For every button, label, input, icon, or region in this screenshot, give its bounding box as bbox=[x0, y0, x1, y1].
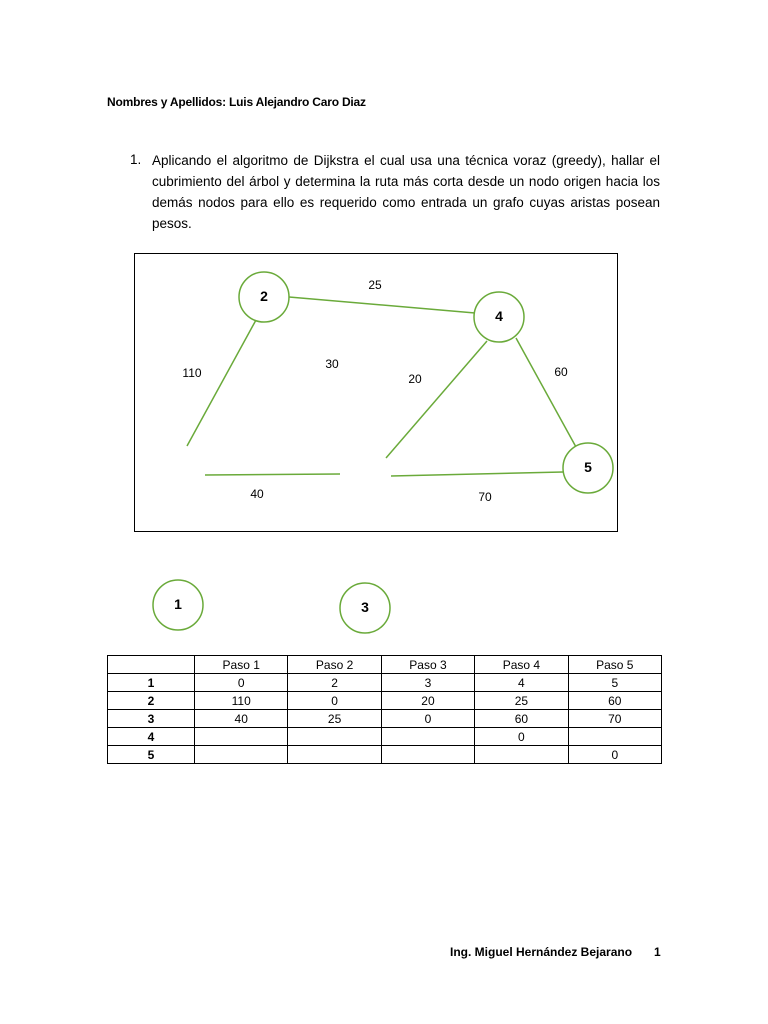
table-row bbox=[108, 692, 662, 710]
table-header-cell: Paso 4 bbox=[475, 656, 568, 674]
table-header-cell: Paso 1 bbox=[195, 656, 288, 674]
table-cell: 40 bbox=[195, 710, 288, 728]
node-1-label: 1 bbox=[174, 596, 182, 612]
table-cell: 2 bbox=[288, 674, 381, 692]
table-cell: 60 bbox=[568, 692, 661, 710]
table-cell bbox=[288, 728, 381, 746]
edge-3-5 bbox=[391, 472, 563, 476]
weight-label: 70 bbox=[478, 490, 492, 504]
table-cell: 110 bbox=[195, 692, 288, 710]
table-cell: 20 bbox=[381, 692, 474, 710]
table-cell: 5 bbox=[568, 674, 661, 692]
table-cell: 70 bbox=[568, 710, 661, 728]
table-cell bbox=[568, 728, 661, 746]
student-name-line: Nombres y Apellidos: Luis Alejandro Caro Diaz bbox=[107, 95, 366, 109]
weight-label: 60 bbox=[554, 365, 568, 379]
row-header-cell: 4 bbox=[108, 728, 195, 746]
table-cell bbox=[381, 728, 474, 746]
node-4 bbox=[474, 292, 524, 342]
weight-label: 110 bbox=[182, 366, 202, 380]
table-cell bbox=[475, 746, 568, 764]
table-header-cell: Paso 2 bbox=[288, 656, 381, 674]
edge-4-3 bbox=[386, 341, 487, 458]
table-cell: 3 bbox=[381, 674, 474, 692]
node-3 bbox=[340, 583, 390, 633]
table-cell: 25 bbox=[288, 710, 381, 728]
node-2 bbox=[239, 272, 289, 322]
table-cell: 25 bbox=[475, 692, 568, 710]
node-2-label: 2 bbox=[260, 288, 268, 304]
footer-author: Ing. Miguel Hernández Bejarano bbox=[450, 945, 633, 959]
node-5 bbox=[563, 443, 613, 493]
edge-4-5 bbox=[516, 338, 576, 447]
question-number: 1. bbox=[130, 152, 142, 167]
node-4-label: 4 bbox=[495, 308, 503, 324]
table-cell: 0 bbox=[475, 728, 568, 746]
row-header-cell: 1 bbox=[108, 674, 195, 692]
weight-label: 20 bbox=[408, 372, 422, 386]
weight-label: 25 bbox=[368, 278, 382, 292]
table-cell: 0 bbox=[381, 710, 474, 728]
page-number: 1 bbox=[654, 945, 661, 959]
table-cell bbox=[195, 746, 288, 764]
table-row bbox=[108, 728, 662, 746]
table-cell bbox=[195, 728, 288, 746]
table-cell: 60 bbox=[475, 710, 568, 728]
table-header-cell: Paso 3 bbox=[381, 656, 474, 674]
node-3-label: 3 bbox=[361, 599, 369, 615]
table-cell bbox=[381, 746, 474, 764]
table-cell: 0 bbox=[195, 674, 288, 692]
table-row bbox=[108, 710, 662, 728]
edge-1-3 bbox=[205, 474, 340, 475]
edge-2-1 bbox=[187, 320, 256, 446]
table-cell: 0 bbox=[288, 692, 381, 710]
node-1 bbox=[153, 580, 203, 630]
dijkstra-steps-table bbox=[107, 655, 662, 764]
edge-2-4 bbox=[289, 297, 475, 313]
node-5-label: 5 bbox=[584, 459, 592, 475]
weight-label: 40 bbox=[250, 487, 264, 501]
question-text: Aplicando el algoritmo de Dijkstra el cual usa una técnica voraz (greedy), hallar el cubrimiento del árbol y determina la ruta más corta desde un nodo origen hacia los demás nodos para ello es requerido como entrada un grafo cuyas aristas posean pesos. bbox=[152, 153, 660, 231]
table-header-cell: Paso 5 bbox=[568, 656, 661, 674]
row-header-cell: 3 bbox=[108, 710, 195, 728]
table-row bbox=[108, 674, 662, 692]
table-cell: 0 bbox=[568, 746, 661, 764]
row-header-cell: 2 bbox=[108, 692, 195, 710]
row-header-cell: 5 bbox=[108, 746, 195, 764]
table-header-row bbox=[108, 656, 662, 674]
weight-label: 30 bbox=[325, 357, 339, 371]
table-header-cell bbox=[108, 656, 195, 674]
table-cell bbox=[288, 746, 381, 764]
table-row bbox=[108, 746, 662, 764]
table-cell: 4 bbox=[475, 674, 568, 692]
